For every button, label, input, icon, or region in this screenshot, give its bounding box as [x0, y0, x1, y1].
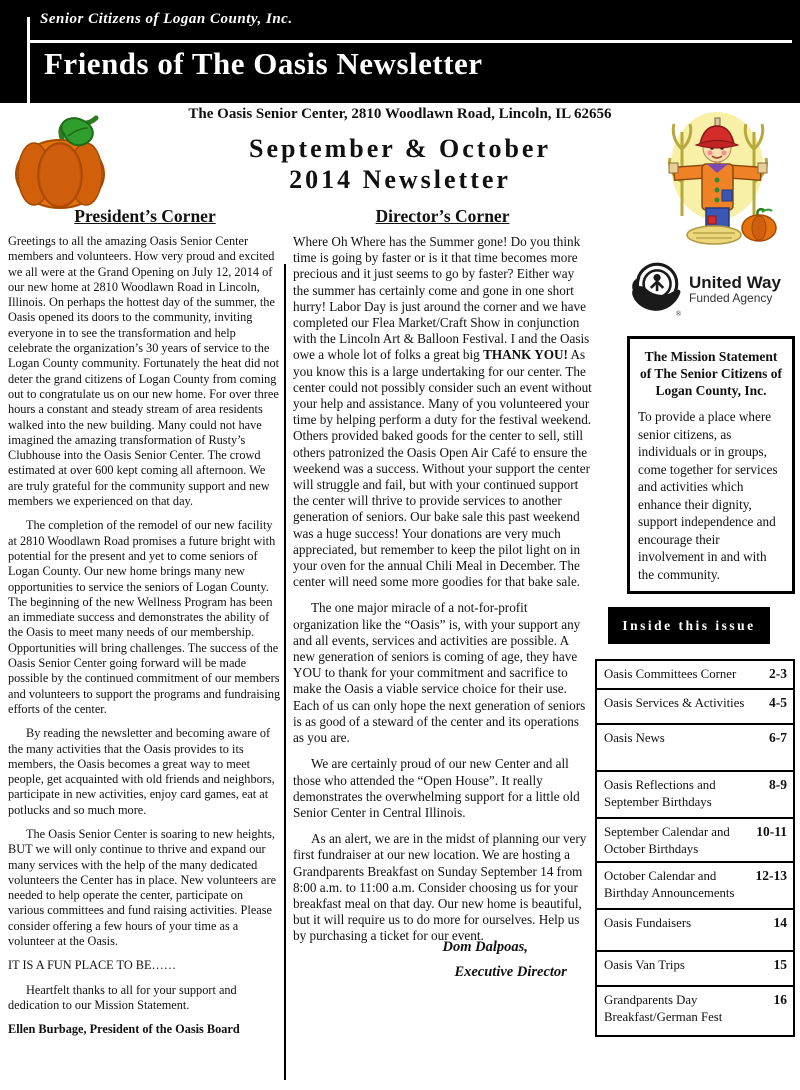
toc-item-label: Oasis Van Trips: [604, 958, 685, 972]
mission-body: To provide a place where senior citizens, as individuals or in groups, come together for services and activities which enhance their dignity, support independence and encourage their involvement in and with the community.: [638, 409, 778, 582]
united-way-text: [689, 274, 781, 305]
united-way-name: United Way: [689, 272, 781, 292]
toc-item-label: Oasis Services & Activities: [604, 696, 745, 710]
toc-item-label: Grandparents Day Breakfast/German Fest: [604, 993, 723, 1024]
paragraph: Ellen Burbage, President of the Oasis Board: [8, 1022, 240, 1037]
toc-item-pages: 16: [773, 992, 787, 1007]
presidents-corner-column: [8, 206, 282, 1047]
toc-item-pages: 10-11: [756, 824, 787, 839]
paragraph: Where Oh Where has the Summer gone! Do you think time is going by faster or is it that time becomes more precious and it just seems to go by faster? Either way the summer has certainly come and gone in one short hurry! Labor Day is just around the corner and we have completed our Flea Market/Craft Show in conjunction with the Lincoln Art & Balloon Festival. I and the Oasis owe a whole lot of folks a great big THANK YOU! As you know this is a large undertaking for our center. The center could not possibly consider such an event without your help and assistance. Many of you volunteered your time by helping perform a duty for the festival weekend. Others provided baked goods for the center to sell, still others patronized the Oasis Open Air Café to ensure the weekend was a success. Without your support the center will struggle and fail, but with your continued support the center will thrive to provide services to another generation of seniors. Our bake sale this past weekend was a huge success! Your donations are very much appreciated, but remember to keep the pilot light on in your oven for the annual Chili Meal in December. The center will need some more goodies for that bake sale.: [293, 234, 592, 590]
toc-item-pages: 14: [773, 915, 787, 930]
presidents-corner-body: [8, 234, 282, 1038]
directors-corner-column: [293, 206, 592, 981]
paragraph: Heartfelt thanks to all for your support and dedication to our Mission Statement.: [8, 982, 237, 1012]
paragraph: By reading the newsletter and becoming aware of the many activities that the Oasis provides to its members, the Oasis becomes a great way to meet people, get acquainted with old friends and neighbors, participate in new activities, enjoy card games, eat at potlucks and so much more.: [8, 726, 275, 817]
toc-item-label: September Calendar and October Birthdays: [604, 825, 730, 856]
mission-title-line2: of The Senior Citizens of: [639, 366, 782, 381]
directors-corner-body: [293, 234, 592, 945]
toc-row: [597, 690, 793, 725]
toc-item-pages: 6-7: [769, 730, 787, 745]
center-address: The Oasis Senior Center, 2810 Woodlawn Road, Lincoln, IL 62656: [188, 106, 612, 122]
toc-item-pages: 12-13: [755, 868, 787, 883]
paragraph: The Oasis Senior Center is soaring to new heights, BUT we will only continue to thrive and expand our many services with the help of the many dedicated volunteers the Center has in place. New volunteers are needed to help operate the center, participate on various committees and fund raising activities. Please consider offering a few hours of your time as a volunteer at the Oasis.: [8, 826, 277, 949]
paragraph: The completion of the remodel of our new facility at 2810 Woodlawn Road promises a future bright with potential for the present and yet to come seniors of Logan County. Our new home brings many new opportunities to service the seniors of Logan County. The beginning of the new Wellness Program has been an immediate success and demonstrates the ability of the Oasis to meet many needs of our membership. Opportunities will bring challenges. The success of the Oasis Senior Center going forward will be made possible by the continued commitment of our members and volunteers to support the programs and fundraising efforts of the center.: [8, 518, 281, 716]
paragraph: Greetings to all the amazing Oasis Senior Center members and volunteers. How very proud and excited we all were at the Grand Opening on July 12, 2014 of our new home at 2810 Woodlawn Road in Lincoln, Illinois. On perhaps the hottest day of the summer, the Oasis opened its doors to the community, inviting everyone in to see the transformation and help celebrate the organization’s 30 years of service to the Logan County community. Fortunately the heat did not deter the grand citizens of Logan County from coming out to congratulate us on our new home. For over three hours a constant and steady stream of area residents walked into the new building. Many could not have imagined the amazing transformation of Rusty’s Clubhouse into the Oasis Senior Center. The crowd estimated at over 600 kept coming all afternoon. We are truly grateful for the community support and new members we experienced on that day.: [8, 234, 280, 509]
newsletter-title: Friends of The Oasis Newsletter: [44, 46, 483, 81]
masthead-vertical-rule: [27, 17, 30, 103]
directors-corner-heading: Director’s Corner: [375, 206, 510, 226]
mission-title-line1: The Mission Statement: [644, 349, 778, 364]
masthead: [0, 0, 800, 103]
toc-item-pages: 2-3: [769, 666, 787, 681]
toc-row: [597, 987, 793, 1035]
org-name: Senior Citizens of Logan County, Inc.: [40, 11, 293, 27]
toc-item-label: Oasis News: [604, 731, 665, 745]
united-way-icon: [626, 260, 684, 318]
inside-this-issue-header: Inside this issue: [608, 607, 770, 644]
registered-mark: ®: [675, 309, 682, 318]
paragraph: We are certainly proud of our new Center and all those who attended the “Open House”. It really demonstrates the overwhelming support for a little old Senior Center in Central Illinois.: [293, 756, 580, 820]
presidents-corner-heading: President’s Corner: [74, 206, 216, 226]
mission-statement-box: [627, 336, 795, 594]
column-divider: [284, 264, 286, 1080]
toc-row: [597, 725, 793, 772]
toc-row: [597, 952, 793, 987]
issue-title-line1: September & October: [248, 134, 551, 163]
director-signature-title: Executive Director: [454, 963, 567, 980]
pumpkin-icon: [8, 112, 116, 212]
united-way-subtitle: Funded Agency: [689, 290, 773, 305]
issue-title-line2: 2014 Newsletter: [289, 165, 511, 194]
mission-title-line3: Logan County, Inc.: [655, 383, 767, 398]
toc-row: [597, 661, 793, 690]
toc-item-pages: 15: [773, 957, 787, 972]
toc-row: [597, 772, 793, 819]
toc-item-pages: 8-9: [769, 777, 787, 792]
united-way-badge: [626, 260, 800, 318]
paragraph: The one major miracle of a not-for-profit organization like the “Oasis” is, with your support any and all events, services and activities are possible. A new generation of seniors is coming of age, they have YOU to thank for your commitment and sacrifice to make the Oasis a viable service choice for their use. Each of us can only hope the next generation of seniors is as good of a steward of the center and its operations as you are.: [293, 600, 586, 746]
toc-item-label: Oasis Fundaisers: [604, 916, 692, 930]
toc-row: [597, 863, 793, 910]
toc-item-label: Oasis Committees Corner: [604, 667, 737, 681]
toc-row: [597, 910, 793, 952]
mission-title: [638, 348, 784, 399]
paragraph: As an alert, we are in the midst of planning our very first fundraiser at our new location. We are hosting a Grandparents Breakfast on Sunday September 14 from 8:00 a.m. to 11:00 a.m. Consider choosing us for your breakfast meal on that day. Our new home is beautiful, but it will require us to do more for ourselves. Help us by purchasing a ticket for our event.: [293, 831, 587, 944]
toc-row: [597, 819, 793, 863]
scarecrow-icon: [662, 104, 780, 246]
paragraph: IT IS A FUN PLACE TO BE……: [8, 958, 177, 973]
director-signature-name: Dom Dalpoas,: [442, 938, 528, 955]
issue-title: [200, 133, 600, 195]
table-of-contents: [595, 659, 795, 1037]
toc-item-label: Oasis Reflections and September Birthdays: [604, 778, 716, 809]
toc-item-label: October Calendar and Birthday Announcements: [604, 869, 735, 900]
toc-item-pages: 4-5: [769, 695, 787, 710]
masthead-horizontal-rule: [27, 40, 792, 43]
